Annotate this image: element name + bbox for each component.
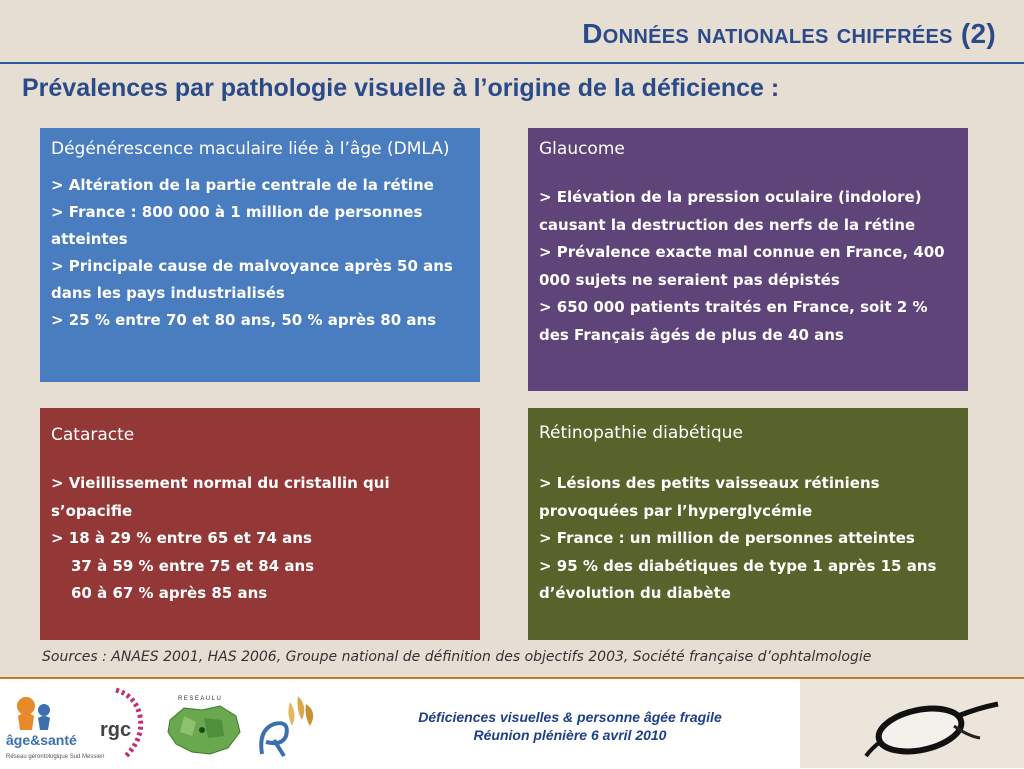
footer-line-1: Déficiences visuelles & personne âgée fragile — [418, 709, 722, 725]
r-geronto-logo — [252, 690, 322, 762]
cataracte-line-4: 60 à 67 % après 85 ans — [71, 584, 268, 602]
dmla-title: Dégénérescence maculaire liée à l’âge (DMLA) — [51, 139, 450, 159]
cataracte-line-2: > 18 à 29 % entre 65 et 74 ans — [51, 529, 312, 547]
cataracte-box — [40, 408, 480, 640]
dmla-line-2: > France : 800 000 à 1 million de personnes atteintes — [51, 203, 423, 248]
glaucome-line-1: > Elévation de la pression oculaire (indolore) causant la destruction des nerfs de la rétine — [539, 188, 922, 234]
age-sante-wordmark: âge&santé — [6, 732, 77, 748]
retinopathie-line-3: > 95 % des diabétiques de type 1 après 15 ans d’évolution du diabète — [539, 556, 937, 602]
sources-note: Sources : ANAES 2001, HAS 2006, Groupe national de définition des objectifs 2003, Société française d’ophtalmologie — [42, 649, 872, 665]
title-prefix: D — [582, 18, 603, 49]
title-suffix: (2) — [960, 18, 996, 49]
footer-line-2: Réunion plénière 6 avril 2010 — [473, 727, 667, 743]
page-subtitle: Prévalences par pathologie visuelle à l’origine de la déficience : — [22, 74, 780, 102]
reseau-wordmark: RESEAULU — [178, 696, 223, 702]
dmla-box — [40, 128, 480, 382]
retinopathie-title: Rétinopathie diabétique — [539, 423, 743, 443]
title-divider — [0, 62, 1024, 64]
glaucome-box — [528, 128, 968, 391]
age-sante-logo — [4, 690, 105, 762]
glaucome-line-2: > Prévalence exacte mal connue en France, 400 000 sujets ne seraient pas dépistés — [539, 243, 945, 289]
glasses-image — [858, 686, 1008, 764]
age-sante-caption: Réseau gérontologique Sud Messien — [6, 754, 105, 760]
retinopathie-box — [528, 408, 968, 640]
rgc-wordmark: rgc — [100, 719, 132, 741]
glaucome-title: Glaucome — [539, 139, 625, 159]
rgc-logo — [96, 686, 158, 764]
dmla-line-3: > Principale cause de malvoyance après 50 ans dans les pays industrialisés — [51, 257, 453, 302]
page-title — [582, 18, 996, 50]
cataracte-line-1: > Vieillissement normal du cristallin qui s’opacifie — [51, 474, 390, 520]
dmla-line-1: > Altération de la partie centrale de la rétine — [51, 176, 434, 194]
dmla-line-4: > 25 % entre 70 et 80 ans, 50 % après 80 ans — [51, 311, 437, 329]
retinopathie-line-1: > Lésions des petits vaisseaux rétiniens provoquées par l’hyperglycémie — [539, 474, 880, 520]
cataracte-line-3: 37 à 59 % entre 75 et 84 ans — [71, 556, 315, 575]
reseau-map-logo — [162, 692, 246, 764]
retinopathie-line-2: > France : un million de personnes atteintes — [539, 529, 915, 547]
footer-caption — [360, 708, 780, 744]
cataracte-title: Cataracte — [51, 425, 135, 445]
title-main: onnées nationales chiffrées — [602, 18, 953, 49]
glaucome-line-3: > 650 000 patients traités en France, soit 2 % des Français âgés de plus de 40 ans — [539, 298, 928, 344]
